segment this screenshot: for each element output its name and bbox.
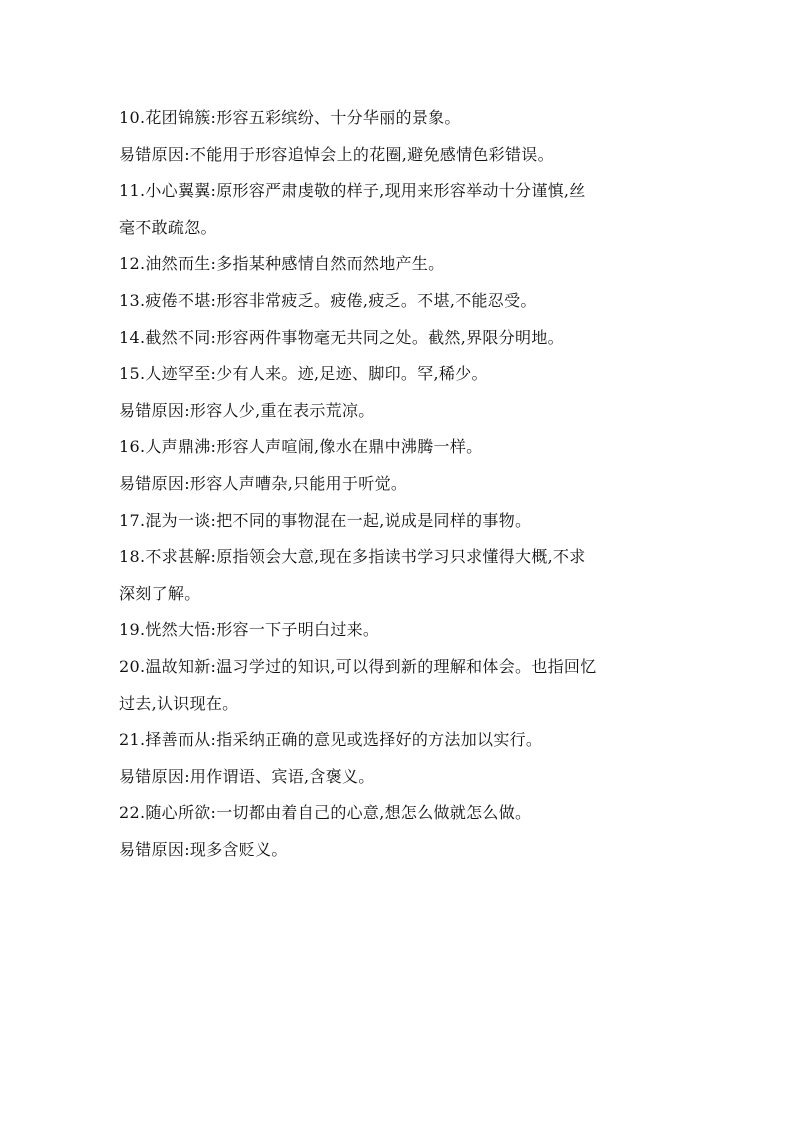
text-line: 19.恍然大悟:形容一下子明白过来。 xyxy=(119,620,380,640)
text-line: 毫不敢疏忽。 xyxy=(119,217,217,237)
text-line: 15.人迹罕至:少有人来。迹,足迹、脚印。罕,稀少。 xyxy=(119,364,488,384)
text-line: 12.油然而生:多指某种感情自然而然地产生。 xyxy=(119,254,445,274)
text-line: 易错原因:现多含贬义。 xyxy=(119,839,288,859)
text-line: 20.温故知新:温习学过的知识,可以得到新的理解和体会。也指回忆 xyxy=(119,656,597,676)
text-line: 13.疲倦不堪:形容非常疲乏。疲倦,疲乏。不堪,不能忍受。 xyxy=(119,290,537,310)
text-line: 11.小心翼翼:原形容严肃虔敬的样子,现用来形容举动十分谨慎,丝 xyxy=(119,181,586,201)
idiom-list xyxy=(119,104,679,872)
text-line: 10.花团锦簇:形容五彩缤纷、十分华丽的景象。 xyxy=(119,108,461,127)
text-line: 21.择善而从:指采纳正确的意见或选择好的方法加以实行。 xyxy=(119,730,543,750)
text-line: 14.截然不同:形容两件事物毫无共同之处。截然,界限分明地。 xyxy=(119,327,564,347)
text-line: 22.随心所欲:一切都由着自己的心意,想怎么做就怎么做。 xyxy=(119,803,532,823)
text-line: 易错原因:用作谓语、宾语,含褒义。 xyxy=(119,766,375,786)
text-line: 深刻了解。 xyxy=(119,583,201,603)
text-line: 过去,认识现在。 xyxy=(119,693,239,713)
text-line: 易错原因:形容人少,重在表示荒凉。 xyxy=(119,400,375,420)
text-line: 16.人声鼎沸:形容人声喧闹,像水在鼎中沸腾一样。 xyxy=(119,437,483,457)
text-line: 18.不求甚解:原指领会大意,现在多指读书学习只求懂得大概,不求 xyxy=(119,547,586,567)
text-line: 17.混为一谈:把不同的事物混在一起,说成是同样的事物。 xyxy=(119,510,532,530)
text-line: 易错原因:形容人声嘈杂,只能用于听觉。 xyxy=(119,473,408,493)
text-line: 易错原因:不能用于形容追悼会上的花圈,避免感情色彩错误。 xyxy=(119,144,554,164)
